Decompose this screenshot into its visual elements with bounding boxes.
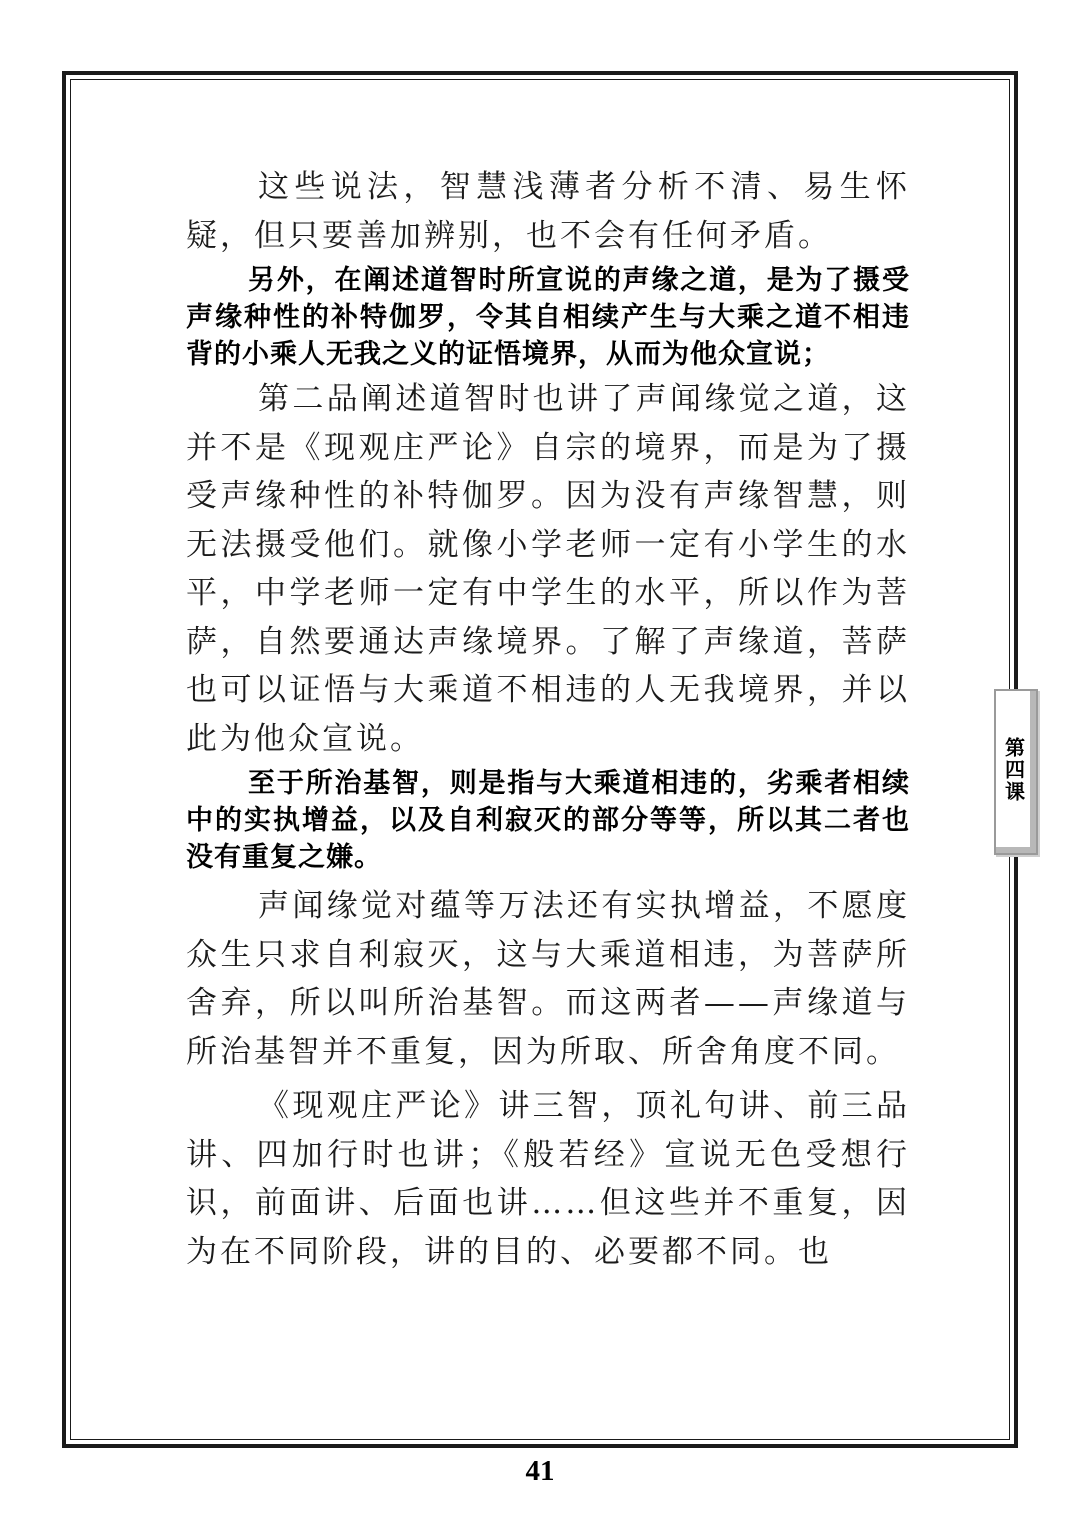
chapter-side-tab (994, 689, 1038, 855)
paragraph-commentary-2: 第二品阐述道智时也讲了声闻缘觉之道，这并不是《现观庄严论》自宗的境界，而是为了摄受声缘种性的补特伽罗。因为没有声缘智慧，则无法摄受他们。就像小学老师一定有小学生的水平，中学老师一定有中学生的水平，所以作为菩萨，自然要通达声缘境界。了解了声缘道，菩萨也可以证悟与大乘道不相违的人无我境界，并以此为他众宣说。 (186, 381, 910, 757)
page-number: 41 (525, 1455, 555, 1487)
chapter-side-tab-label: 第四课 (1001, 737, 1026, 803)
paragraph-commentary-4: 《现观庄严论》讲三智，顶礼句讲、前三品讲、四加行时也讲；《般若经》宣说无色受想行识，前面讲、后面也讲……但这些并不重复，因为在不同阶段，讲的目的、必要都不同。也 (186, 1088, 910, 1270)
paragraph-root-text-1: 另外，在阐述道智时所宣说的声缘之道，是为了摄受声缘种性的补特伽罗，令其自相续产生与大乘之道不相违背的小乘人无我之义的证悟境界，从而为他众宣说； (186, 265, 910, 370)
paragraph-commentary-3: 声闻缘觉对蕴等万法还有实执增益，不愿度众生只求自利寂灭，这与大乘道相违，为菩萨所舍弃，所以叫所治基智。而这两者——声缘道与所治基智并不重复，因为所取、所舍角度不同。 (186, 888, 910, 1070)
paragraph-commentary-1: 这些说法，智慧浅薄者分析不清、易生怀疑，但只要善加辨别，也不会有任何矛盾。 (186, 169, 910, 254)
paragraph-root-text-2: 至于所治基智，则是指与大乘道相违的，劣乘者相续中的实执增益，以及自利寂灭的部分等等，所以其二者也没有重复之嫌。 (186, 768, 910, 873)
text-column (186, 163, 910, 1276)
